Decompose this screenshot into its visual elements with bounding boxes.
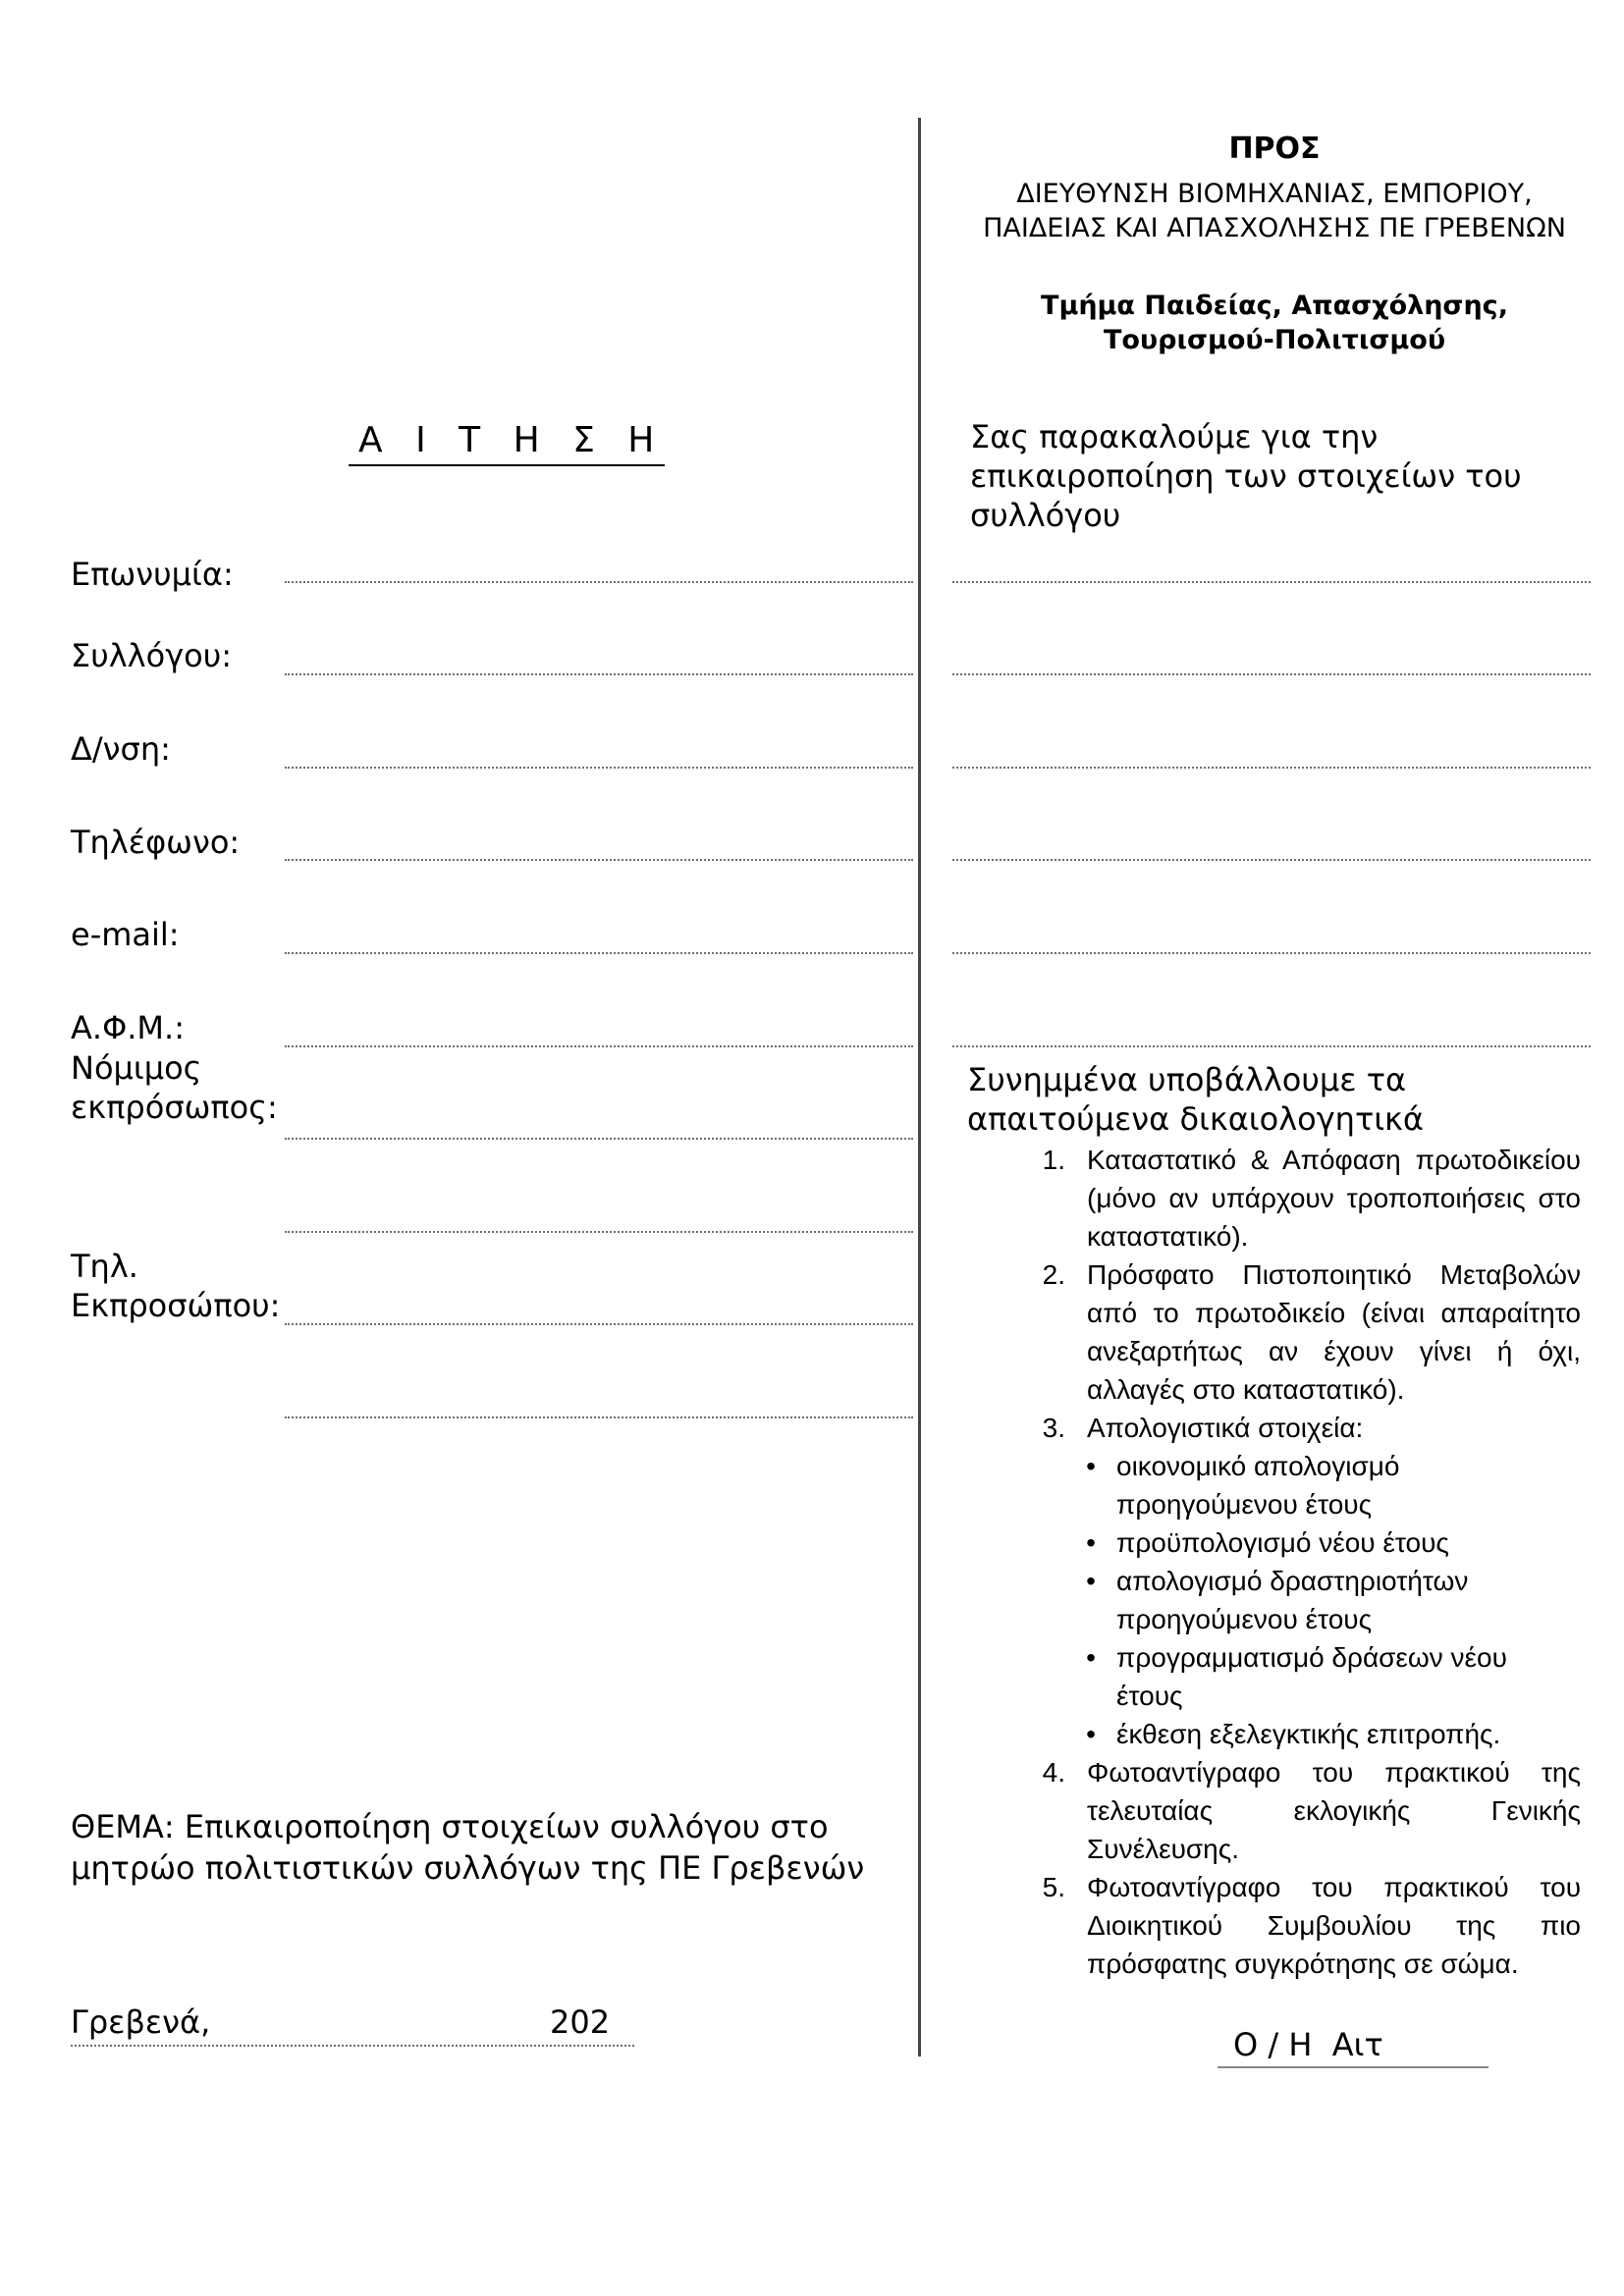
- document-text: Φωτοαντίγραφο του πρακτικού του Διοικητικού Συμβουλίου της πιο πρόσφατης συγκρότησης σε σώμα.: [1087, 1872, 1581, 1979]
- name-input-line[interactable]: [285, 581, 913, 583]
- financial-item: [1065, 1523, 1581, 1562]
- financial-item-text: έκθεση εξελεγκτικής επιτροπής.: [1116, 1719, 1501, 1749]
- signature-line[interactable]: [1218, 2066, 1489, 2068]
- attachments-intro: Συνημμένα υποβάλλουμε τα απαιτούμενα δικαιολογητικά: [967, 1061, 1424, 1138]
- financial-item: [1065, 1638, 1581, 1715]
- recipient-department-line2: ΠΑΙΔΕΙΑΣ ΚΑΙ ΑΠΑΣΧΟΛΗΣΗΣ ΠΕ ΓΡΕΒΕΝΩΝ: [983, 213, 1566, 243]
- document-number: 5.: [1042, 1872, 1065, 1902]
- document-financial-block: [1087, 1409, 1581, 1753]
- bullet-icon: •: [1086, 1642, 1096, 1673]
- label-email: e-mail:: [71, 916, 180, 953]
- right-input-line-1[interactable]: [952, 581, 1591, 583]
- financial-item-text: προϋπολογισμό νέου έτους: [1116, 1527, 1449, 1558]
- bullet-icon: •: [1086, 1719, 1096, 1749]
- label-name: Επωνυμία:: [71, 556, 234, 593]
- tax-id-input-line[interactable]: [285, 1045, 913, 1047]
- legal-rep-extra-input-line[interactable]: [285, 1231, 913, 1233]
- label-phone: Τηλέφωνο:: [71, 824, 241, 861]
- label-rep-phone-line1: Τηλ.: [71, 1248, 138, 1285]
- documents-list: [967, 1141, 1581, 1983]
- recipient-department-line1: ΔΙΕΥΘΥΝΣΗ ΒΙΟΜΗΧΑΝΙΑΣ, ΕΜΠΟΡΙΟΥ,: [1016, 179, 1533, 209]
- bullet-icon: •: [1086, 1451, 1096, 1481]
- right-input-line-4[interactable]: [952, 859, 1591, 861]
- place-label: Γρεβενά,: [71, 2003, 211, 2041]
- label-address: Δ/νση:: [71, 730, 171, 768]
- recipient-department: [950, 177, 1598, 245]
- financial-item-text: οικονομικό απολογισμό προηγούμενου έτους: [1116, 1451, 1400, 1520]
- rep-phone-extra-input-line[interactable]: [285, 1416, 913, 1418]
- request-text: Σας παρακαλούμε για την επικαιροποίηση των στοιχείων του συλλόγου: [970, 418, 1522, 534]
- document-item: [967, 1141, 1581, 1255]
- label-association: Συλλόγου:: [71, 637, 232, 674]
- document-text: Καταστατικό & Απόφαση πρωτοδικείου (μόνο αν υπάρχουν τροποποιήσεις στο καταστατικό).: [1087, 1145, 1581, 1252]
- label-rep-phone-line2: Εκπροσώπου:: [71, 1287, 281, 1324]
- document-item: [967, 1753, 1581, 1868]
- recipient-section: [950, 289, 1598, 357]
- bullet-icon: •: [1086, 1527, 1096, 1558]
- document-number: 2.: [1042, 1259, 1065, 1290]
- financial-items-list: [1065, 1447, 1581, 1753]
- document-item: [967, 1868, 1581, 1983]
- document-item: [967, 1255, 1581, 1409]
- legal-rep-input-line[interactable]: [285, 1138, 913, 1140]
- financial-item: [1065, 1562, 1581, 1638]
- financial-item-text: απολογισμό δραστηριοτήτων προηγούμενου έτους: [1116, 1566, 1469, 1634]
- email-input-line[interactable]: [285, 952, 913, 954]
- label-legal-rep-line2: εκπρόσωπος:: [71, 1089, 278, 1126]
- subject-text: ΘΕΜΑ: Επικαιροποίηση στοιχείων συλλόγου στο μητρώο πολιτιστικών συλλόγων της ΠΕ Γρεβενών: [71, 1808, 865, 1887]
- recipient-section-line1: Τμήμα Παιδείας, Απασχόλησης,: [1041, 291, 1508, 321]
- right-input-line-5[interactable]: [952, 952, 1591, 954]
- document-number: 1.: [1042, 1145, 1065, 1175]
- right-input-line-2[interactable]: [952, 673, 1591, 675]
- phone-input-line[interactable]: [285, 859, 913, 861]
- form-title: Α Ι Τ Η Σ Η: [349, 420, 665, 466]
- year-label: 202: [550, 2003, 611, 2041]
- financial-item-text: προγραμματισμό δράσεων νέου έτους: [1116, 1642, 1507, 1711]
- right-input-line-6[interactable]: [952, 1045, 1591, 1047]
- document-item: [967, 1409, 1581, 1753]
- label-legal-rep-line1: Νόμιμος: [71, 1049, 202, 1087]
- document-text: Απολογιστικά στοιχεία:: [1087, 1413, 1364, 1443]
- recipient-heading: ΠΡΟΣ: [1228, 132, 1321, 166]
- column-divider: [918, 118, 921, 2056]
- document-text: Πρόσφατο Πιστοποιητικό Μεταβολών από το πρωτοδικείο (είναι απαραίτητο ανεξαρτήτως αν έχουν γίνει ή όχι, αλλαγές στο καταστατικό).: [1087, 1259, 1581, 1405]
- association-input-line[interactable]: [285, 673, 913, 675]
- financial-item: [1065, 1447, 1581, 1523]
- date-input-line[interactable]: [71, 2045, 634, 2047]
- document-number: 4.: [1042, 1757, 1065, 1788]
- signature-label: Ο / Η Αιτ: [1233, 2026, 1383, 2063]
- right-input-line-3[interactable]: [952, 767, 1591, 769]
- label-tax-id: Α.Φ.Μ.:: [71, 1009, 185, 1046]
- bullet-icon: •: [1086, 1566, 1096, 1596]
- recipient-section-line2: Τουρισμού-Πολιτισμού: [1103, 325, 1446, 355]
- document-number: 3.: [1042, 1413, 1065, 1443]
- financial-item: [1065, 1715, 1581, 1753]
- address-input-line[interactable]: [285, 767, 913, 769]
- rep-phone-input-line[interactable]: [285, 1323, 913, 1325]
- document-text: Φωτοαντίγραφο του πρακτικού της τελευταίας εκλογικής Γενικής Συνέλευσης.: [1087, 1757, 1581, 1864]
